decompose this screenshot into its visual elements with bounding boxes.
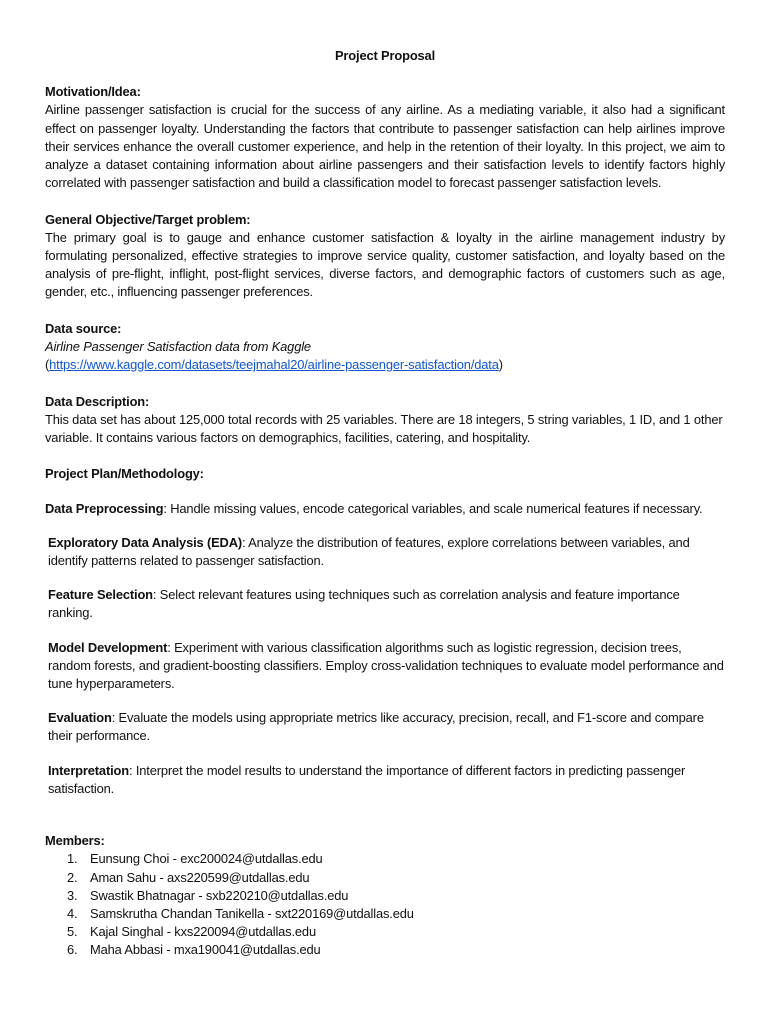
list-item [45, 923, 725, 941]
data-description-heading: Data Description: [45, 393, 150, 409]
motivation-text: Airline passenger satisfaction is crucial for the success of any airline. As a mediating variable, it also had a significant effect on passenger loyalty. Understanding the factors that contribute to passenger satisfaction can help airlines improve their services enhance the overall customer experience, and help in the retention of their loyalty. In this project, we aim to analyze a dataset containing information about airline passengers and their satisfaction levels to identify factors highly correlated with passenger satisfaction and build a classification model to forecast passenger satisfaction levels. [45, 102, 725, 191]
member-text: Swastik Bhatnagar - sxb220210@utdallas.edu [90, 887, 349, 903]
plan-step [45, 500, 725, 518]
plan-step-label: Interpretation [48, 762, 129, 778]
list-number: 6. [67, 942, 78, 958]
plan-step-label: Evaluation [48, 710, 112, 726]
member-text: Aman Sahu - axs220599@utdallas.edu [90, 869, 310, 885]
member-text: Samskrutha Chandan Tanikella - sxt220169@utdallas.edu [90, 906, 414, 922]
plan-step [45, 586, 725, 622]
plan-step-text: : Select relevant features using techniques such as correlation analysis and feature importance ranking. [48, 587, 680, 621]
list-number: 1. [67, 851, 78, 867]
members-heading: Members: [45, 833, 105, 849]
list-item [45, 850, 725, 868]
list-item [45, 905, 725, 923]
plan-step-text: : Handle missing values, encode categorical variables, and scale numerical features if necessary. [163, 500, 703, 516]
members-list [45, 850, 725, 959]
document-title: Project Proposal [334, 48, 436, 63]
member-text: Maha Abbasi - mxa190041@utdallas.edu [90, 942, 321, 958]
data-description-text: This data set has about 125,000 total records with 25 variables. There are 18 integers, 5 string variables, 1 ID, and 1 other variable. It contains various factors on demographics, facilities, catering, and hospitality. [45, 411, 723, 446]
plan-step [45, 534, 725, 570]
data-source-link-line [45, 356, 725, 374]
plan-step-label: Exploratory Data Analysis (EDA) [48, 534, 243, 550]
plan-step-label: Model Development [48, 639, 168, 655]
member-text: Kajal Singhal - kxs220094@utdallas.edu [90, 924, 316, 940]
kaggle-dataset-link[interactable]: https://www.kaggle.com/datasets/teejmahal20/airline-passenger-satisfaction/data [49, 357, 499, 373]
plan-step [45, 639, 725, 694]
list-number: 3. [67, 887, 78, 903]
objective-text: The primary goal is to gauge and enhance customer satisfaction & loyalty in the airline management industry by formulating personalized, effective strategies to improve service quality, customer satisfaction, and loyalty based on the analysis of pre-flight, inflight, post-flight services, diverse factors, and demographic factors of customers such as age, gender, etc., influencing passenger preferences. [45, 229, 725, 300]
spacer [45, 623, 725, 639]
data-source-name: Airline Passenger Satisfaction data from Kaggle [45, 339, 311, 355]
motivation-heading: Motivation/Idea: [45, 84, 141, 100]
list-number: 2. [67, 869, 78, 885]
member-text: Eunsung Choi - exc200024@utdallas.edu [90, 851, 323, 867]
plan-step-text: : Interpret the model results to understand the importance of different factors in predicting passenger satisfaction. [48, 762, 686, 796]
spacer [45, 302, 725, 320]
plan-step [45, 709, 725, 745]
objective-heading: General Objective/Target problem: [45, 211, 251, 227]
list-item [45, 887, 725, 905]
spacer [45, 374, 725, 392]
plan-step-text: : Analyze the distribution of features, explore correlations between variables, and identify patterns related to passenger satisfaction. [48, 534, 690, 569]
spacer [45, 518, 725, 534]
plan-step [45, 762, 725, 798]
list-number: 5. [67, 924, 78, 940]
spacer [45, 447, 725, 465]
plan-step-label: Data Preprocessing [45, 500, 164, 516]
spacer [45, 693, 725, 709]
list-item [45, 869, 725, 887]
spacer [45, 192, 725, 210]
document-page [45, 47, 725, 960]
plan-step-text: : Experiment with various classification algorithms such as logistic regression, decision trees, random forests, and gradient-boosting classifiers. Employ cross-validation techniques to evaluate model performance and tune hyperparameters. [48, 639, 724, 692]
plan-step-text: : Evaluate the models using appropriate metrics like accuracy, precision, recall, and F1-score and compare their performance. [48, 710, 704, 744]
open-paren: ( [45, 357, 50, 373]
data-source-heading: Data source: [45, 320, 122, 336]
list-item [45, 941, 725, 959]
close-paren: ) [498, 357, 503, 373]
spacer [45, 484, 725, 500]
spacer [45, 798, 725, 816]
spacer [45, 570, 725, 586]
plan-step-label: Feature Selection [48, 587, 153, 603]
spacer [45, 746, 725, 762]
plan-heading: Project Plan/Methodology: [45, 466, 204, 482]
spacer [45, 816, 725, 832]
list-number: 4. [67, 906, 78, 922]
